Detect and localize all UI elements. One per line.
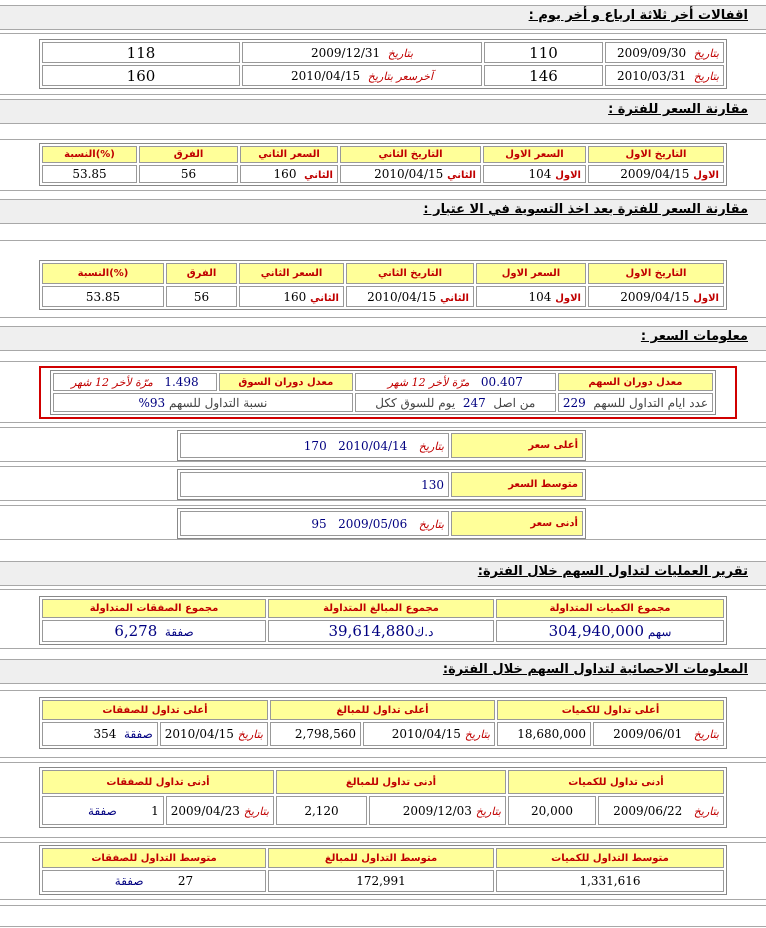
table-cell: صفقة 354 <box>42 722 158 746</box>
col-header: أعلى تداول للكميات <box>497 700 724 720</box>
col-header: التاريخ الاول <box>588 146 724 163</box>
high-price-cell: بتاريخ 2010/04/14 170 <box>180 433 449 458</box>
col-header: مجموع الكميات المتداولة <box>496 599 724 618</box>
table-cell: الثاني 160 <box>240 165 338 183</box>
avg-price-table <box>177 469 586 500</box>
table-cell: الثاني 160 <box>239 286 344 307</box>
turnover-table <box>50 370 716 415</box>
low-price-cell: بتاريخ 2009/05/06 95 <box>180 511 449 536</box>
col-header: مجموع الصفقات المتداولة <box>42 599 266 618</box>
trading-days-cell: عدد ايام التداول للسهم 229 <box>558 393 713 412</box>
section-title: تقرير العمليات لتداول السهم خلال الفترة: <box>477 564 748 579</box>
market-turnover-cell: 1.498 مرّة لأخر 12 شهر <box>53 373 217 391</box>
table-cell: الاول 2009/04/15 <box>588 165 724 183</box>
col-header: أدنى تداول للكميات <box>508 770 724 794</box>
table-cell: بتاريخ 2009/06/01 <box>593 722 724 746</box>
low-price-label: أدنى سعر <box>451 511 583 536</box>
high-trading-table <box>39 697 727 749</box>
total-amount-cell: د.ك39,614,880 <box>268 620 494 642</box>
closing-date-cell: بتاريخ 2009/12/31 <box>242 42 482 63</box>
table-cell: الثاني 2010/04/15 <box>346 286 474 307</box>
high-price-label: أعلى سعر <box>451 433 583 458</box>
closing-value-cell: 160 <box>42 65 240 86</box>
col-header: متوسط التداول للمبالغ <box>268 848 494 868</box>
market-turnover-label: معدل دوران السوق <box>219 373 353 391</box>
table-cell: بتاريخ 2009/12/03 <box>369 796 506 825</box>
closing-value-cell: 146 <box>484 65 603 86</box>
section-header-price-info <box>0 326 766 351</box>
last-closings-table <box>39 39 727 89</box>
section-title: معلومات السعر : <box>640 329 748 344</box>
table-cell: 56 <box>139 165 238 183</box>
col-header: السعر الاول <box>476 263 586 284</box>
col-header: السعر الثاني <box>240 146 338 163</box>
section-title: المعلومات الاحصائية لتداول السهم خلال الفترة: <box>442 662 748 677</box>
col-header: التاريخ الثاني <box>346 263 474 284</box>
col-header: أعلى تداول للصفقات <box>42 700 268 720</box>
avg-trading-table <box>39 845 727 895</box>
closing-value-cell: 110 <box>484 42 603 63</box>
section-header-last-closings <box>0 5 766 30</box>
table-cell: الاول 104 <box>476 286 586 307</box>
adjusted-compare-table <box>39 260 727 310</box>
col-header: السعر الثاني <box>239 263 344 284</box>
operations-table <box>39 596 727 645</box>
trading-ratio-cell: نسبة التداول للسهم 93% <box>53 393 353 412</box>
table-cell: الاول 2009/04/15 <box>588 286 724 307</box>
table-cell: بتاريخ 2010/04/15 <box>160 722 268 746</box>
table-cell: 2,798,560 <box>270 722 361 746</box>
col-header: (%)النسبة <box>42 146 137 163</box>
total-quantity-cell: سهم 304,940,000 <box>496 620 724 642</box>
col-header: أعلى تداول للمبالغ <box>270 700 495 720</box>
table-cell: بتاريخ 2010/04/15 <box>363 722 495 746</box>
section-header-operations <box>0 561 766 586</box>
section-header-statistics <box>0 659 766 684</box>
low-price-table <box>177 508 586 539</box>
col-header: التاريخ الثاني <box>340 146 481 163</box>
table-cell: 172,991 <box>268 870 494 892</box>
col-header: الفرق <box>166 263 237 284</box>
col-header: متوسط التداول للكميات <box>496 848 724 868</box>
closing-date-cell: بتاريخ 2009/09/30 <box>605 42 724 63</box>
table-cell: 53.85 <box>42 165 137 183</box>
table-cell: الاول 104 <box>483 165 586 183</box>
table-cell: 1,331,616 <box>496 870 724 892</box>
trading-days-total-cell: من اصل 247 يوم للسوق ككل <box>355 393 556 412</box>
table-cell: 53.85 <box>42 286 164 307</box>
avg-price-cell: 130 <box>180 472 449 497</box>
stock-turnover-cell: 00.407 مرّة لأخر 12 شهر <box>355 373 556 391</box>
price-compare-table <box>39 143 727 186</box>
section-title: اقفالات أخر ثلاثة ارباع و أخر يوم : <box>528 8 748 23</box>
section-title: مقارنة السعر للفترة : <box>608 102 748 117</box>
table-cell: 18,680,000 <box>497 722 591 746</box>
table-cell: الثاني 2010/04/15 <box>340 165 481 183</box>
col-header: مجموع المبالغ المتداولة <box>268 599 494 618</box>
col-header: التاريخ الاول <box>588 263 724 284</box>
avg-price-label: متوسط السعر <box>451 472 583 497</box>
low-trading-table <box>39 767 727 828</box>
table-cell: 56 <box>166 286 237 307</box>
closing-date-cell: آخرسعر بتاريخ 2010/04/15 <box>242 65 482 86</box>
high-price-table <box>177 430 586 461</box>
closing-value-cell: 118 <box>42 42 240 63</box>
table-cell: بتاريخ 2009/06/22 <box>598 796 724 825</box>
table-cell: 2,120 <box>276 796 367 825</box>
col-header: أدنى تداول للصفقات <box>42 770 274 794</box>
table-cell: 1 صفقة <box>42 796 164 825</box>
section-header-price-compare <box>0 99 766 124</box>
page-footer-strip <box>0 905 766 927</box>
table-cell: بتاريخ 2009/04/23 <box>166 796 274 825</box>
col-header: متوسط التداول للصفقات <box>42 848 266 868</box>
stock-turnover-label: معدل دوران السهم <box>558 373 713 391</box>
col-header: أدنى تداول للمبالغ <box>276 770 506 794</box>
table-cell: 20,000 <box>508 796 596 825</box>
section-title: مقارنة السعر للفترة بعد اخذ التسوية في الا عتبار : <box>423 202 748 217</box>
col-header: الفرق <box>139 146 238 163</box>
total-deals-cell: صفقة 6,278 <box>42 620 266 642</box>
table-cell: 27 صفقة <box>42 870 266 892</box>
closing-date-cell: بتاريخ 2010/03/31 <box>605 65 724 86</box>
col-header: السعر الاول <box>483 146 586 163</box>
section-header-adjusted-compare <box>0 199 766 224</box>
col-header: (%)النسبة <box>42 263 164 284</box>
